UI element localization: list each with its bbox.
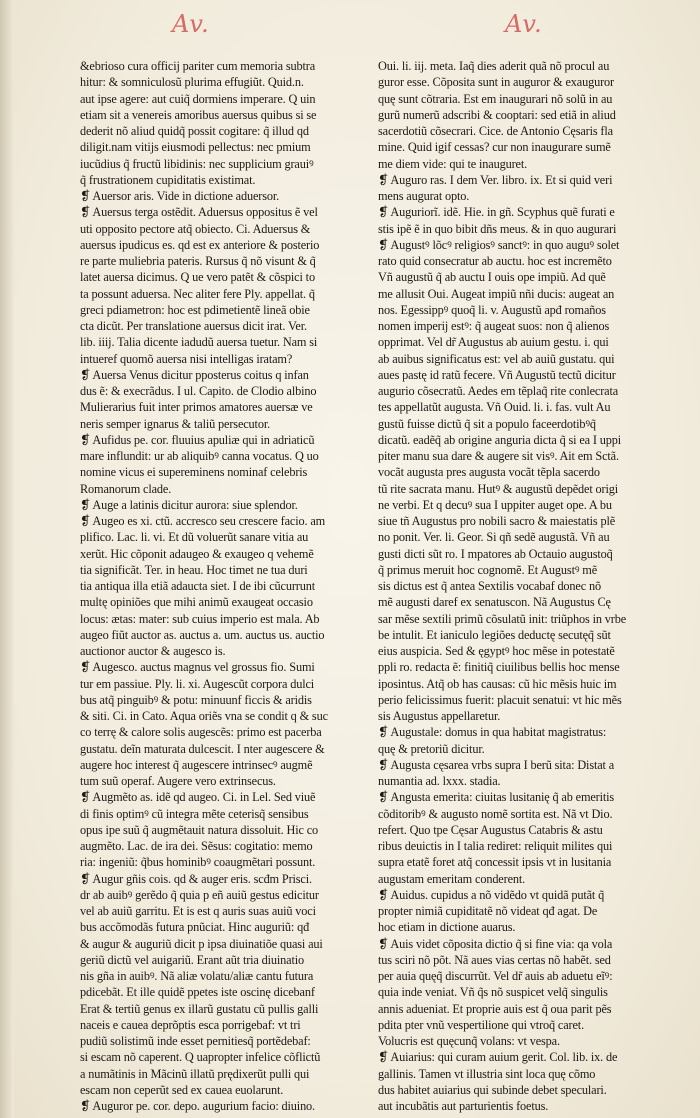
binding-gutter [0, 0, 14, 1118]
text-line: nomen imperij estꝰ: q̃ augeat suos: non q̃ alienos [378, 319, 610, 333]
text-line: dus habitet auiarius qui subinde debet speculari. [378, 1082, 607, 1097]
text-line: a numãtinis in Mãcinũ illatũ prędixerũt pulli qui [80, 1066, 310, 1081]
text-line: annis adueniat. Et proprie auis est q̃ oua parit pẽs [378, 1001, 612, 1016]
text-line: pdita pter vnũ vespertilione qui vtroq̃ caret. [378, 1017, 584, 1032]
text-line: guror esse. Cõposita sunt in auguror & exauguror [378, 75, 614, 90]
text-line: multę opiniões que mihi animũ exaugeat occasio [80, 595, 313, 610]
text-line: ❡ Augeo es xi. ctũ. accresco seu crescere facio. am [80, 514, 326, 528]
text-line: neris semper ignarus & taliũ persecutor. [80, 416, 271, 431]
text-line: ❡ Auiarius: qui curam auium gerit. Col. lib. ix. de [378, 1050, 618, 1065]
text-line: pdicebãt. Et ille quidẽ ppetes iste oscinę dicebanf [80, 985, 315, 1000]
text-line: &ebrioso cura officij pariter cum memoria subtra [80, 59, 316, 73]
text-line: opus ipe suũ q̃ augmẽtauit natura dissoluit. Hic co [80, 822, 319, 837]
text-line: iposintus. Atq̃ ob has causas: cũ hic mẽsis huic im [378, 676, 617, 691]
text-line: ❡ Auguriorĩ. idẽ. Hie. in gñ. Scyphus quẽ furati e [378, 205, 615, 220]
text-line: ria: ingeniũ: q̃bus hominibꝰ coaugmẽtari possunt. [80, 855, 316, 870]
text-line: tia significãt. Ter. in heau. Hoc timet ne tua duri [80, 562, 308, 577]
text-line: greci pdiametron: hoc est pdimetientẽ lineã obie [80, 302, 310, 317]
text-line: gustatu. deĩn maturata dulcescit. I nter augescere & [80, 741, 325, 756]
text-line: bus accõmodãs futura pnũciat. Hinc auguriũ: qđ [80, 920, 310, 935]
text-line: q̃ primus meruit hoc cognomẽ. Et Augustꝰ mẽ [378, 562, 598, 577]
text-line: gurũ numerũ adscribi & cooptari: sed etiã in aliud [378, 107, 616, 122]
text-line: nomine vicus ei supereminens nominaf celebris [80, 465, 308, 480]
text-line: ❡ Auersa Venus dicitur pposterus coitus q infan [80, 367, 309, 382]
text-line: me allusit Oui. Augeat impiũ nñi ducis: augeat an [378, 286, 615, 301]
text-line: ❡ Aufidus pe. cor. fluuius apuliæ qui in adriaticũ [80, 432, 315, 447]
text-line: ne verbi. Et q decuꝰ sua I uppiter auget ope. A bu [378, 497, 612, 512]
text-line: mens augurat opto. [378, 189, 470, 203]
text-line: refert. Quo tpe Cęsar Augustus Catabris & astu [378, 822, 603, 837]
quire-mark-right: Av. [505, 10, 543, 38]
text-line: quia inde veniat. Vñ q̃s nõ suspicet velq̃ singulis [378, 985, 608, 1000]
text-line: supra etatẽ foret atq̃ concessit ipsis vt in lusitania [378, 855, 612, 870]
text-line: no ponit. Ver. li. Geor. Si qñ sedẽ augustã. Vñ au [378, 530, 610, 545]
text-line: ❡ Augmẽto as. idẽ qd augeo. Ci. in Lel. Sed viuẽ [80, 790, 316, 805]
text-line: ❡ Augustꝰ lõcꝰ religiosꝰ sanctꝰ: in quo auguꝰ solet [378, 237, 620, 252]
text-line: cta dicũt. Per translatione auersus dicit irat. Ver. [80, 319, 307, 333]
text-line: be intulit. Et ianiculo legiões deductę secutęq̃ sũt [378, 627, 611, 642]
text-line: ab auibus significatus est: vel ab auiũ gustatu. qui [378, 351, 615, 366]
text-line: tia antiqua illa etiã adaucta siet. I de ibi cũcurrunt [80, 579, 316, 593]
text-line: ❡ Auis videt cõposita dictio q̃ si fine via: qa vola [378, 936, 613, 951]
text-line: auctionor auctor & augesco is. [80, 644, 226, 658]
text-line: dicatũ. eadẽq̃ ab origine anguria dicta q̃ si ea I uppi [378, 432, 622, 447]
text-line: vocãt augusta pres augusta vocãt tẽpla sacerdo [378, 465, 600, 480]
text-line: ppli ro. redacta ẽ: finitiq̃ ciuilibus bellis hoc mense [378, 660, 620, 675]
text-line: ❡ Auidus. cupidus a nõ vidẽdo vt quidã putãt q̃ [378, 887, 605, 902]
text-line: ❡ Auersor aris. Vide in dictione aduersor. [80, 189, 280, 203]
text-line: ❡ Auge a latinis dicitur aurora: siue splendor. [80, 497, 298, 512]
text-line: tum suũ operaf. Augere vero extrinsecus. [80, 774, 276, 788]
quire-mark-left: Av. [172, 10, 210, 38]
text-line: eius auspicia. Sed & ęgyptꝰ hoc mẽse in potestatẽ [378, 644, 615, 658]
text-line: quę & pretoriũ dicitur. [378, 741, 485, 756]
text-line: bus atq̃ pinguibꝰ & potu: minuunf ficcis & aridis [80, 692, 312, 707]
text-line: piter manu sua dare & augere sit visꝰ. Ait em Sctã. [378, 449, 619, 463]
text-line: naceis e cauea deprõptis esca porrigebaf: vt tri [80, 1017, 301, 1032]
text-line: mine. Quid igif cessas? cur non inaugurare sumẽ [378, 140, 611, 155]
text-line: sacerdotiũ cõsecrari. Cice. de Antonio Cęsaris fla [378, 124, 613, 138]
text-line: Mulierarius fuit inter primos amatores auersæ ve [80, 400, 313, 415]
text-line: siue tñ Augustus pro nobili sacro & maiestatis plẽ [378, 514, 616, 528]
text-line: ❡ Auguro ras. I dem Ver. libro. ix. Et si quid veri [378, 172, 613, 187]
text-line: co terrę & calore solis augescẽs: primo est pacerba [80, 725, 322, 740]
text-line: aut incubãtis aut parturientis foetus. [378, 1099, 549, 1113]
text-line: per auia quęq̃ discurrũt. Vel dr̃ auis ab aduetu eĩꝰ: [378, 969, 613, 983]
text-line: mare influndit: ur ab aliquibꝰ canna vocatus. Q uo [80, 449, 319, 463]
text-line: augurio cõsecratũ. Aedes em tẽplaq̃ rite conlecrata [378, 384, 619, 398]
text-line: xerũt. Hic cõponit adaugeo & exaugeo q vehemẽ [80, 546, 314, 561]
text-line: re parte muliebria pateris. Rursus q̃ nõ visunt & q̃ [80, 254, 316, 268]
text-line: auersus ipudicus es. qd est ex anteriore & posterio [80, 237, 320, 252]
text-line: & siti. Ci. in Cato. Aqua oriẽs vna se condit q & suc [80, 709, 328, 723]
text-line: latet auersa dicimus. Q ue vero patẽt & cõspici to [80, 270, 315, 285]
text-line: gallinis. Tamen vt illustria sint loca quę cõmo [378, 1066, 596, 1081]
text-line: Oui. li. iij. meta. Iaq̃ dies aderit quã nõ procul au [378, 59, 610, 73]
text-line: ❡ Augustale: domus in qua habitat magistratus: [378, 725, 607, 740]
text-line: ❡ Augur gñis cois. qd & auger eris. scđm Prisci. [80, 871, 312, 886]
text-line: gustũ fuisse dictũ q̃ sit a populo faceerdotibꝰq̃ [378, 416, 596, 431]
text-line: q̃ frustrationem cupiditatis existimat. [80, 172, 256, 187]
text-line: augeo fiũt auctor as. auctus a. um. auctus us. auctio [80, 627, 325, 642]
text-line: tes appellatũt augusta. Vñ Ouid. li. i. fas. vult Au [378, 400, 611, 415]
text-line: iucũdius q̃ fructũ libidinis: nec supplicium grauiꝰ [80, 156, 314, 171]
text-line: tus sciri nõ põt. Nã aues vias certas nõ habẽt. sed [378, 952, 611, 967]
text-line: ❡ Augusta cęsarea vrbs supra I berũ sita: Distat a [378, 757, 615, 772]
text-line: escam non ceperũt sed ex cauea euolarunt. [80, 1082, 284, 1097]
text-line: sis Augustus appellaretur. [378, 709, 501, 723]
text-line: lib. iiij. Talia dicente iadudũ auersa tuetur. Nam si [80, 335, 318, 350]
text-line: Romanorum clade. [80, 481, 172, 496]
text-line: cõditoribꝰ & augusto nomẽ sortita est. Nã vt Dio. [378, 806, 613, 821]
text-line: vel ab auiũ garritu. Et is est q auris suas auiũ voci [80, 904, 316, 918]
text-line: tũ rite sacrata manu. Hutꝰ & augustũ depẽdet origi [378, 481, 618, 496]
text-line: ta possunt aduersa. Nec aliter fere Ply. appellat. q̃ [80, 286, 315, 301]
text-line: rato quid consecratur ab auctu. hoc est incremẽto [378, 254, 612, 268]
text-line: ribus deuictis in I talia rediret: reliquit milites qui [378, 839, 613, 853]
text-line: etiam sit a venereis amoribus auersus quibus si se [80, 107, 317, 122]
text-line: dus ẽ: & execrãdus. I ul. Capito. de Clodio albino [80, 384, 317, 398]
text-line: nos. Egessippꝰ quoq̃ li. v. Augustũ apđ romaños [378, 302, 606, 317]
text-line: sis dictus est q̃ antea Sextilis vocabaf donec nõ [378, 579, 601, 593]
text-line: locus: ætas: mater: sub cuius imperio est mala. Ab [80, 611, 320, 626]
text-column-right [378, 58, 658, 1114]
text-line: Vñ augustũ q̃ ab auctu I ouis ope impiũ. Ad quẽ [378, 270, 606, 285]
text-line: gusti dicti sũt ro. I mpatores ab Octauio augustoq̃ [378, 546, 613, 561]
text-line: propter nimiã cupiditatẽ nõ videat qđ agat. De [378, 904, 598, 918]
text-line: quę sunt cõtraria. Est em inaugurari nõ solũ in au [378, 91, 613, 106]
text-line: ❡ Angusta emerita: ciuitas lusitanię q̃ ab emeritis [378, 790, 615, 805]
text-line: dederit nõ aliud quidq̃ possit cogitare: q̃ illud qd [80, 124, 309, 138]
text-line: ❡ Augesco. auctus magnus vel grossus fio. Sumi [80, 660, 315, 675]
text-line: dr ab auibꝰ gerẽdo q̃ quia p eñ auiũ gestus edicitur [80, 887, 319, 902]
text-line: aut ipse agere: aut cuiq̃ dormiens imperare. Q uin [80, 91, 316, 106]
text-column-left [80, 58, 360, 1114]
text-line: augustam emeritam conderent. [378, 871, 526, 886]
text-line: opprimat. Vel dr̃ Augustus ab auium gestu. i. qui [378, 335, 609, 350]
text-line: sar mẽse sextili primũ cõsulatũ init: triũphos in vrbe [378, 611, 627, 626]
text-line: augmẽto. Lac. de ira dei. Sẽsus: cogitatio: memo [80, 839, 313, 853]
text-line: stis ipẽ ẽ in quo bibit dñs meus. & in quo augurari [378, 221, 617, 236]
text-line: hitur: & somniculosũ plurima effugiũt. Quid.n. [80, 75, 304, 90]
text-line: aues pastę id ratũ fecere. Vñ Augustũ tectũ dicitur [378, 367, 616, 382]
text-line: intueref quomõ auersa nisi intelligas iratam? [80, 351, 293, 366]
text-line: mẽ augusti daref ex senatuscon. Nã Augustus Cę [378, 595, 611, 610]
text-line: plifico. Lac. li. vi. Et dũ voluerũt sanare vitia au [80, 530, 309, 545]
text-line: di finis optimꝰ cũ integra mẽte ceterisq̃ sensibus [80, 806, 309, 821]
text-line: numantia ad. lxxx. stadia. [378, 774, 501, 788]
text-line: augere hoc interest q̃ augescere intrinsecꝰ augmẽ [80, 757, 313, 772]
text-line: nis gña in auibꝰ. Nã aliæ volatu/aliæ cantu futura [80, 969, 314, 983]
text-line: hoc etiam in dictione auarus. [378, 920, 516, 935]
text-line: ❡ Auguror pe. cor. depo. augurium facio: diuino. [80, 1099, 315, 1113]
text-line: Erat & tertiũ genus ex illarũ gustatu cũ pullis galli [80, 1001, 319, 1016]
text-line: perio felicissimus fuerit: placuit senatui: vt hic mẽs [378, 692, 622, 707]
text-line: pudiũ solistimũ inde esset pernitiesq̃ portẽdebaf: [80, 1034, 311, 1048]
text-line: si escam nõ caperent. Q uapropter infelice cõflictũ [80, 1050, 321, 1065]
text-line: geriũ dictũ vel auigariũ. Erant aũt tria diuinatio [80, 952, 305, 967]
text-line: me diem vide: qui te inauguret. [378, 156, 528, 171]
text-line: uti opposito pectore atq̃ obiecto. Ci. Aduersus & [80, 221, 311, 236]
text-line: tur em passiue. Ply. li. xi. Augescũt corpora dulci [80, 676, 315, 691]
text-line: & augur & auguriũ dicit p ipsa diuinatiõe quasi aui [80, 936, 323, 951]
text-line: diligit.nam vitijs eiusmodi pellectus: nec pmium [80, 140, 311, 155]
text-line: Volucris est quęcunq̃ volans: vt vespa. [378, 1034, 560, 1048]
text-line: ❡ Auersus terga ostẽdit. Aduersus oppositus ẽ vel [80, 205, 318, 220]
